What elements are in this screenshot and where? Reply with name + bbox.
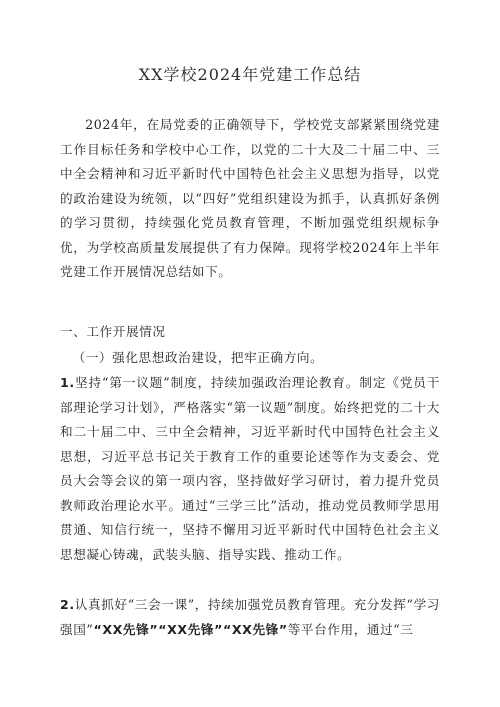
item-2-brand-3: “XX先锋” bbox=[222, 621, 288, 637]
item-2-brand-1: “XX先锋” bbox=[93, 621, 159, 637]
item-1-number: 1. bbox=[60, 375, 75, 390]
item-2-brand-2: “XX先锋” bbox=[158, 621, 223, 637]
subsection-heading: （一）强化思想政治建设，把牢正确方向。 bbox=[72, 350, 324, 365]
item-2-text-a: 认真抓好“三会一课”，持续加强党员教育管理。充分发挥“学习强国” bbox=[60, 597, 440, 637]
section-heading: 一、工作开展情况 bbox=[60, 324, 166, 339]
item-2-paragraph bbox=[60, 593, 440, 642]
item-1-text: 坚持“第一议题”制度，持续加强政治理论教育。制定《党员干部理论学习计划》，严格落实“第一议题”制度。始终把党的二十大和二十届二中、三中全会精神，习近平新时代中国特色社会主义思想，习近平总书记关于教育工作的重要论述等作为支委会、党员大会等会议的第一项内容，坚持做好学习研讨，着力提升党员教师政治理论水平。通过“三学三比”活动，推动党员教师学思用贯通、知信行统一，坚持不懈用习近平新时代中国特色社会主义思想凝心铸魂，武装头脑、指导实践、推动工作。 bbox=[60, 375, 440, 562]
item-2-number: 2. bbox=[60, 597, 75, 612]
item-1-paragraph bbox=[60, 371, 440, 567]
intro-paragraph: 2024年，在局党委的正确领导下，学校党支部紧紧围绕党建工作目标任务和学校中心工作，以党的二十大及二十届二中、三中全会精神和习近平新时代中国特色社会主义思想为指导，以党的政治建设为统领，以“四好”党组织建设为抓手，认真抓好条例的学习贯彻，持续强化党员教育管理，不断加强党组织规标争优，为学校高质量发展提供了有力保障。现将学校2024年上半年党建工作开展情况总结如下。 bbox=[60, 117, 440, 279]
item-2-text-b: 等平台作用，通过“三 bbox=[287, 621, 414, 637]
document-title: XX学校2024年党建工作总结 bbox=[138, 65, 362, 84]
